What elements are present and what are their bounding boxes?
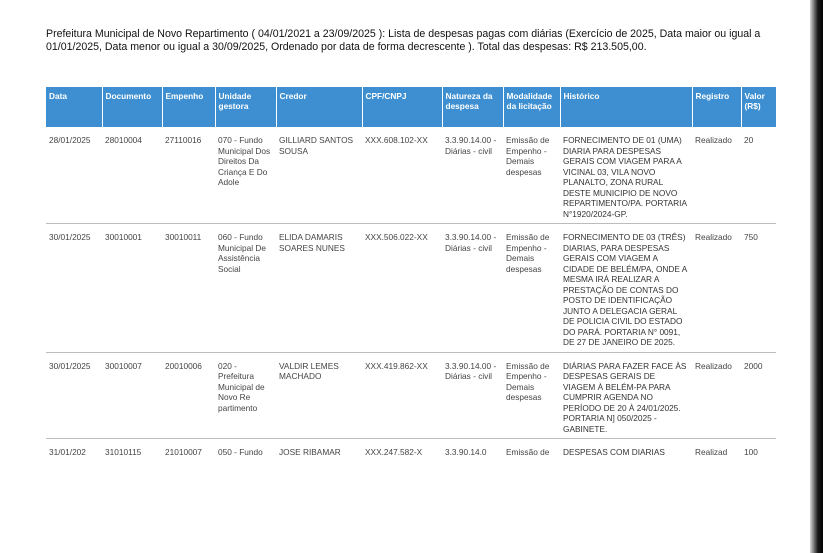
page-edge-shadow xyxy=(810,0,823,553)
cell-documento: 28010004 xyxy=(102,127,162,224)
cell-unidade: 070 - Fundo Municipal Dos Direitos Da Criança E Do Adole xyxy=(215,127,276,224)
col-header-empenho: Empenho xyxy=(162,87,215,127)
cell-modalidade: Emissão de xyxy=(506,447,550,457)
cell-natureza: 3.3.90.14.00 - Diárias - civil xyxy=(442,224,503,353)
col-header-valor: Valor (R$) xyxy=(741,87,776,127)
cell-data: 28/01/2025 xyxy=(46,127,102,224)
table-row xyxy=(46,352,776,439)
cell-valor: 2000 xyxy=(741,352,776,439)
col-header-credor: Credor xyxy=(276,87,362,127)
cell-empenho: 27110016 xyxy=(162,127,215,224)
cell-modalidade: Emissão de Empenho - Demais despesas xyxy=(503,224,560,353)
col-header-modalidade: Modalidade da licitação xyxy=(503,87,560,127)
table-row xyxy=(46,439,776,472)
col-header-historico: Histórico xyxy=(560,87,692,127)
cell-unidade: 060 - Fundo Municipal De Assistência Social xyxy=(215,224,276,353)
cell-modalidade: Emissão de Empenho - Demais despesas xyxy=(503,127,560,224)
cell-valor: 100 xyxy=(744,447,758,457)
cell-documento: 30010007 xyxy=(102,352,162,439)
cell-empenho: 30010011 xyxy=(162,224,215,353)
col-header-natureza: Natureza da despesa xyxy=(442,87,503,127)
cell-registro: Realizad xyxy=(695,447,728,457)
cell-credor: VALDIR LEMES MACHADO xyxy=(276,352,362,439)
col-header-cpf: CPF/CNPJ xyxy=(362,87,442,127)
cell-historico: FORNECIMENTO DE 01 (UMA) DIARIA PARA DESPESAS GERAIS COM VIAGEM PARA A VICINAL 03, VILA NOVO PLANALTO, ZONA RURAL DESTE MUNICIPIO DE NOVO REPARTIMENTO/PA. PORTARIA N°1920/2024-GP. xyxy=(560,127,692,224)
cell-unidade: 050 - Fundo xyxy=(218,447,263,457)
cell-natureza: 3.3.90.14.00 - Diárias - civil xyxy=(442,127,503,224)
col-header-unidade: Unidade gestora xyxy=(215,87,276,127)
cell-data: 30/01/2025 xyxy=(46,352,102,439)
table-row xyxy=(46,127,776,224)
cell-registro: Realizado xyxy=(692,224,741,353)
cell-cpf: XXX.506.022-XX xyxy=(362,224,442,353)
cell-empenho: 20010006 xyxy=(162,352,215,439)
cell-modalidade: Emissão de Empenho - Demais despesas xyxy=(503,352,560,439)
cell-cpf: XXX.608.102-XX xyxy=(362,127,442,224)
col-header-data: Data xyxy=(46,87,102,127)
cell-historico: DIÁRIAS PARA FAZER FACE ÀS DESPESAS GERAIS DE VIAGEM À BELÉM-PA PARA CUMPRIR AGENDA NO PERÍODO DE 20 À 24/01/2025. PORTARIA N] 050/2025 - GABINETE. xyxy=(560,352,692,439)
cell-data: 30/01/2025 xyxy=(46,224,102,353)
cell-credor: ELIDA DAMARIS SOARES NUNES xyxy=(276,224,362,353)
cell-registro: Realizado xyxy=(692,352,741,439)
cell-valor: 20 xyxy=(741,127,776,224)
cell-historico: FORNECIMENTO DE 03 (TRÊS) DIARIAS, PARA DESPESAS GERAIS COM VIAGEM A CIDADE DE BELÉM/PA, ONDE A MESMA IRÁ REALIZAR A PRESTAÇÃO DE CONTAS DO POSTO DE IDENTIFICAÇÃO JUNTO A DELEGACIA GERAL DE POLICIA CIVIL DO ESTADO DO PARÁ. PORTARIA N° 0091, DE 27 DE JANEIRO DE 2025. xyxy=(560,224,692,353)
cell-unidade: 020 - Prefeitura Municipal de Novo Re partimento xyxy=(215,352,276,439)
cell-natureza: 3.3.90.14.0 xyxy=(445,447,487,457)
cell-historico: DESPESAS COM DIARIAS xyxy=(563,447,665,457)
cell-natureza: 3.3.90.14.00 - Diárias - civil xyxy=(442,352,503,439)
table-row xyxy=(46,224,776,353)
cell-cpf: XXX.419.862-XX xyxy=(362,352,442,439)
cell-valor: 750 xyxy=(741,224,776,353)
table-header-row xyxy=(46,87,776,127)
cell-empenho: 21010007 xyxy=(165,447,202,457)
col-header-documento: Documento xyxy=(102,87,162,127)
cell-data: 31/01/202 xyxy=(49,447,86,457)
cell-credor: GILLIARD SANTOS SOUSA xyxy=(276,127,362,224)
expenses-table xyxy=(46,87,777,471)
cell-cpf: XXX.247.582-X xyxy=(365,447,423,457)
cell-documento: 31010115 xyxy=(105,447,142,457)
col-header-registro: Registro xyxy=(692,87,741,127)
cell-credor: JOSE RIBAMAR xyxy=(279,447,341,457)
cell-documento: 30010001 xyxy=(102,224,162,353)
cell-registro: Realizado xyxy=(692,127,741,224)
report-heading: Prefeitura Municipal de Novo Repartimento ( 04/01/2021 a 23/09/2025 ): Lista de despesas pagas com diárias (Exercício de 2025, Data maior ou igual a 01/01/2025, Data menor ou igual a 30/09/2025, Ordenado por data de forma decrescente ). Total das despesas: R$ 213.505,00. xyxy=(46,28,761,53)
